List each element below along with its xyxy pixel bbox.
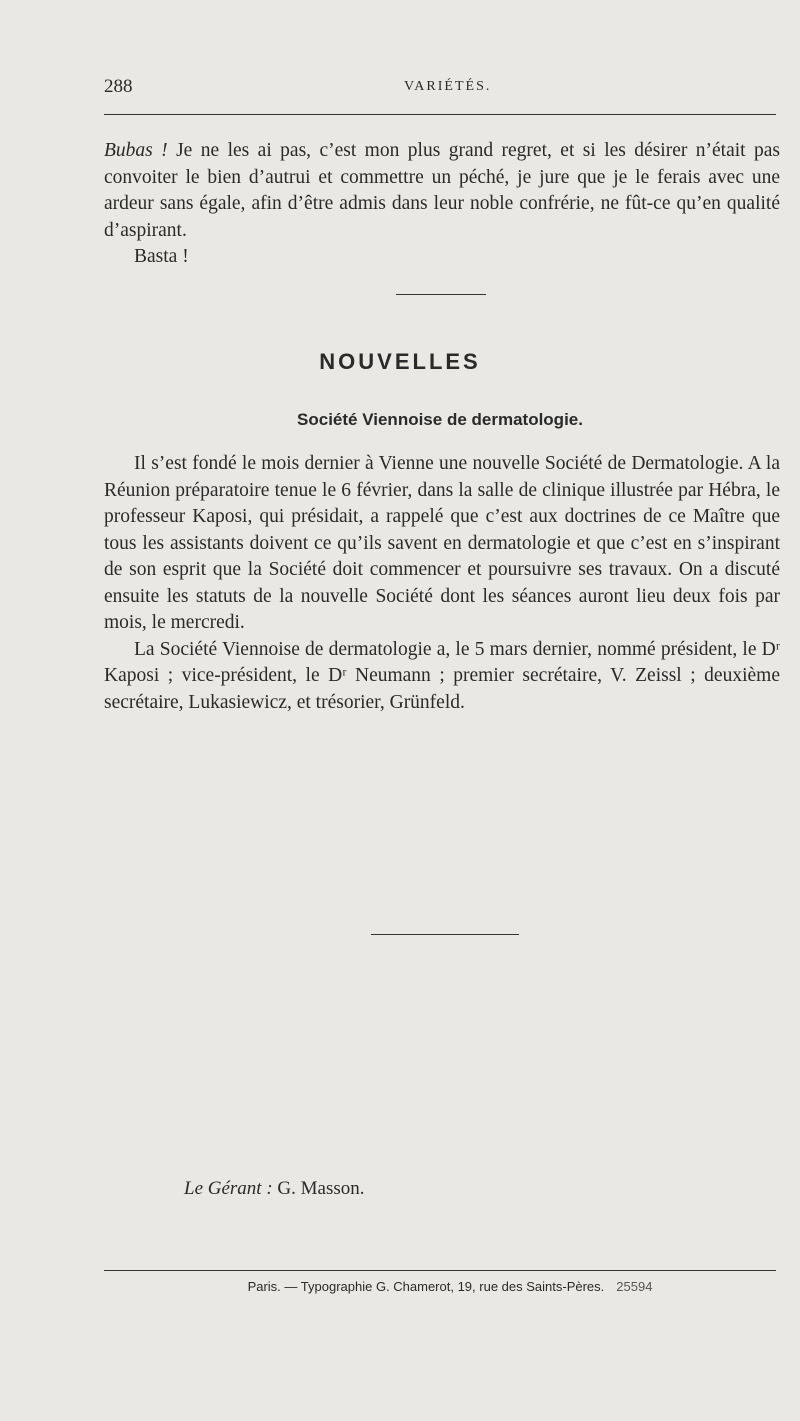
section-heading: VARIÉTÉS. xyxy=(404,79,492,94)
printer-line: Paris. — Typographie G. Chamerot, 19, rue des Saints-Pères. xyxy=(247,1279,605,1294)
page-number: 288 xyxy=(104,76,133,97)
opening-paragraph xyxy=(104,138,780,244)
news-subtitle: Société Viennoise de dermatologie. xyxy=(297,410,583,429)
footer-rule xyxy=(104,1270,776,1271)
running-head xyxy=(104,76,778,102)
opening-paragraph-text: Je ne les ai pas, c’est mon plus grand regret, et si les désirer n’était pas convoiter le bien d’autrui et commettre un péché, je jure que je le ferais avec une ardeur sans égale, afin d’être admis dans leur noble confrérie, ne fût-ce qu’en qualité d’aspirant. xyxy=(104,140,780,241)
print-code: 25594 xyxy=(616,1279,653,1294)
gerant-signature xyxy=(184,1178,365,1200)
header-rule xyxy=(104,114,776,115)
news-paragraph-2: La Société Viennoise de dermatologie a, le 5 mars dernier, nommé président, le Dʳ Kaposi ; vice-président, le Dʳ Neumann ; premier secrétaire, V. Zeissl ; deuxième secrétaire, Lukasiewicz, et trésorier, Grünfeld. xyxy=(104,638,780,713)
colophon xyxy=(0,1279,800,1294)
gerant-label: Le Gérant : xyxy=(184,1178,273,1199)
news-title: NOUVELLES xyxy=(319,349,481,374)
gerant-name: G. Masson. xyxy=(277,1178,365,1199)
opening-lead-italic: Bubas ! xyxy=(104,140,168,161)
news-text xyxy=(104,451,780,716)
news-paragraph-1: Il s’est fondé le mois dernier à Vienne une nouvelle Société de Dermatologie. A la Réunion préparatoire tenue le 6 février, dans la salle de clinique illustrée par Hébra, le professeur Kaposi, qui présidait, a rappelé que c’est aux doctrines de ce Maître que tous les assistants doivent ce qu’ils savent en dermatologie et que c’est en s’inspirant de son esprit que la Société doit commencer et poursuivre ses travaux. On a discuté ensuite les statuts de la nouvelle Société dont les séances auront lieu deux fois par mois, le mercredi. xyxy=(104,453,780,633)
opening-closing-line: Basta ! xyxy=(134,246,189,267)
section-divider xyxy=(396,294,486,295)
end-divider xyxy=(371,934,519,935)
opening-text xyxy=(104,138,780,271)
